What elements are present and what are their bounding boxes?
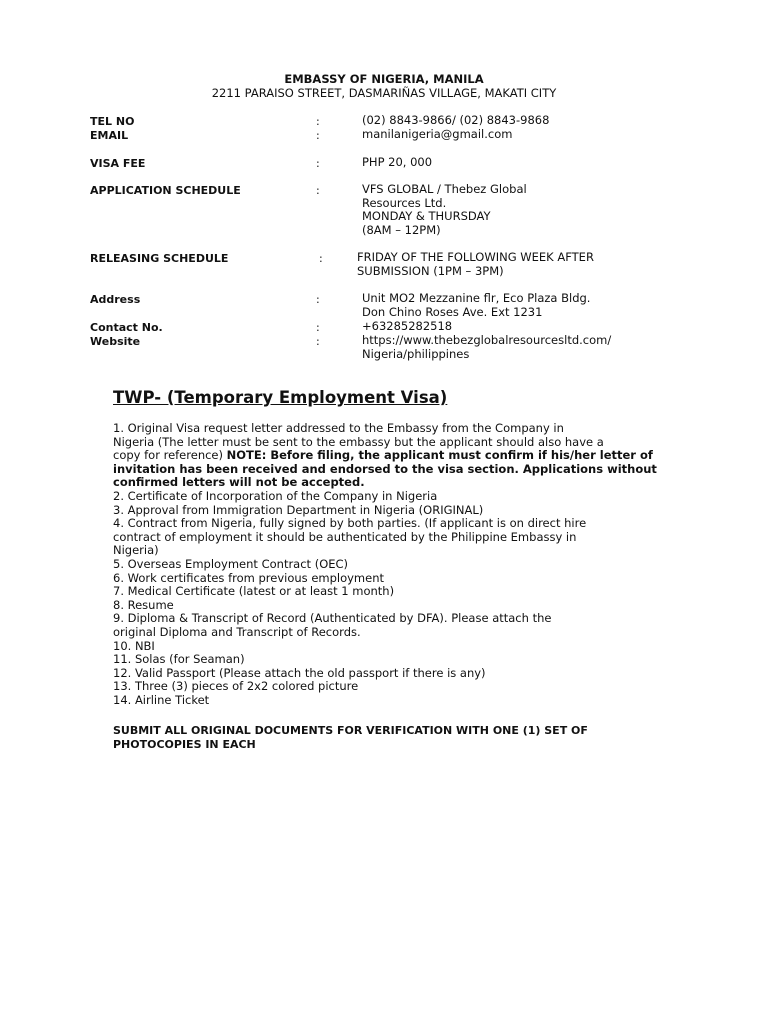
list-item: contract of employment it should be authenticated by the Philippine Embassy in <box>113 529 577 544</box>
note-text: invitation has been received and endorsed to the visa section. Applications without <box>113 461 657 476</box>
website-label: Website <box>90 335 141 348</box>
list-item: 10. NBI <box>113 638 155 653</box>
application-schedule-line: (8AM – 12PM) <box>362 222 441 237</box>
list-item: 1. Original Visa request letter addressed to the Embassy from the Company in <box>113 421 564 435</box>
list-item: 3. Approval from Immigration Department in Nigeria (ORIGINAL) <box>113 502 484 517</box>
list-item-text: copy for reference) <box>113 448 227 463</box>
releasing-schedule-line: FRIDAY OF THE FOLLOWING WEEK AFTER <box>357 250 594 264</box>
list-item: 12. Valid Passport (Please attach the old passport if there is any) <box>113 665 486 680</box>
embassy-address: 2211 PARAISO STREET, DASMARIÑAS VILLAGE, MAKATI CITY <box>211 86 557 100</box>
list-item: Nigeria (The letter must be sent to the embassy but the applicant should also have a <box>113 434 604 449</box>
embassy-title: EMBASSY OF NIGERIA, MANILA <box>284 72 484 86</box>
contact-colon: : <box>316 321 320 334</box>
address-line: Don Chino Roses Ave. Ext 1231 <box>362 304 543 319</box>
application-schedule-label: APPLICATION SCHEDULE <box>90 184 241 197</box>
tel-value: (02) 8843-9866/ (02) 8843-9868 <box>362 113 550 127</box>
email-value: manilanigeria@gmail.com <box>362 127 513 141</box>
website-line[interactable]: Nigeria/philippines <box>362 346 470 361</box>
address-colon: : <box>316 293 320 306</box>
contact-value: +63285282518 <box>362 319 453 333</box>
visa-fee-colon: : <box>316 157 320 170</box>
address-value <box>362 292 590 319</box>
releasing-schedule-colon: : <box>319 252 323 265</box>
website-value[interactable] <box>362 334 611 361</box>
releasing-schedule-label: RELEASING SCHEDULE <box>90 252 229 265</box>
application-schedule-line: Resources Ltd. <box>362 195 447 210</box>
list-item: 5. Overseas Employment Contract (OEC) <box>113 556 349 571</box>
application-schedule-value <box>362 183 527 237</box>
submit-note-line: SUBMIT ALL ORIGINAL DOCUMENTS FOR VERIFICATION WITH ONE (1) SET OF <box>113 724 588 737</box>
address-label: Address <box>90 293 141 306</box>
website-line[interactable]: https://www.thebezglobalresourcesltd.com/ <box>362 333 612 347</box>
list-item: 6. Work certificates from previous employment <box>113 570 385 585</box>
submit-note-line: PHOTOCOPIES IN EACH <box>113 738 256 751</box>
list-item: 9. Diploma & Transcript of Record (Authenticated by DFA). Please attach the <box>113 611 552 626</box>
list-item: 4. Contract from Nigeria, fully signed by both parties. (If applicant is on direct hire <box>113 516 587 531</box>
list-item: 7. Medical Certificate (latest or at least 1 month) <box>113 584 395 599</box>
visa-fee-value: PHP 20, 000 <box>362 155 433 169</box>
note-text: NOTE: Before filing, the applicant must confirm if his/her letter of <box>226 448 653 463</box>
list-item: original Diploma and Transcript of Records. <box>113 624 361 639</box>
website-colon: : <box>316 335 320 348</box>
releasing-schedule-line: SUBMISSION (1PM – 3PM) <box>357 263 504 278</box>
email-colon: : <box>316 129 320 142</box>
visa-fee-label: VISA FEE <box>90 157 146 170</box>
list-item: 14. Airline Ticket <box>113 692 210 707</box>
list-item: 13. Three (3) pieces of 2x2 colored picture <box>113 679 359 694</box>
submit-note <box>113 724 588 752</box>
tel-colon: : <box>316 115 320 128</box>
list-item: 11. Solas (for Seaman) <box>113 652 245 667</box>
requirements-list <box>113 422 683 707</box>
email-label: EMAIL <box>90 129 129 142</box>
contact-label: Contact No. <box>90 321 163 334</box>
address-line: Unit MO2 Mezzanine flr, Eco Plaza Bldg. <box>362 291 591 305</box>
tel-label: TEL NO <box>90 115 135 128</box>
list-item: Nigeria) <box>113 543 159 558</box>
application-schedule-line: MONDAY & THURSDAY <box>362 209 491 224</box>
application-schedule-line: VFS GLOBAL / Thebez Global <box>362 182 527 196</box>
list-item: 8. Resume <box>113 597 174 612</box>
releasing-schedule-value <box>357 251 594 278</box>
list-item: 2. Certificate of Incorporation of the Company in Nigeria <box>113 488 438 503</box>
list-item <box>113 449 683 463</box>
application-schedule-colon: : <box>316 184 320 197</box>
note-text: confirmed letters will not be accepted. <box>113 475 365 490</box>
section-title: TWP- (Temporary Employment Visa) <box>113 388 448 407</box>
